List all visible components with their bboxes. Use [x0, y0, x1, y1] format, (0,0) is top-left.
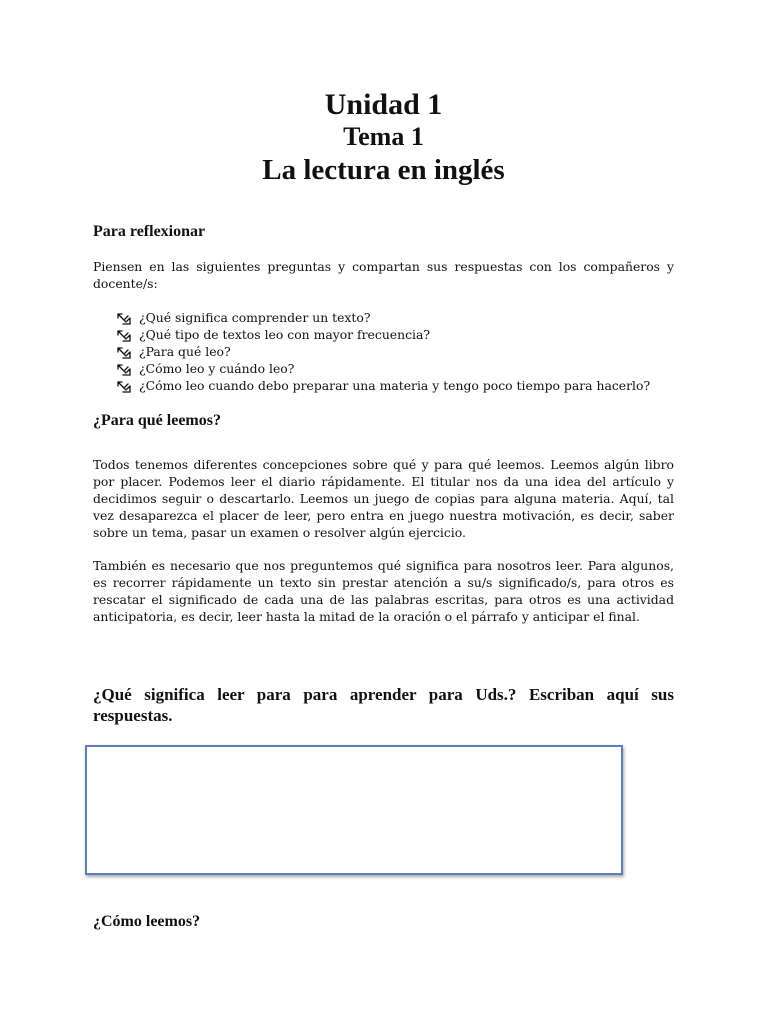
- question-list: [93, 309, 674, 394]
- question-text: ¿Qué tipo de textos leo con mayor frecuencia?: [139, 327, 431, 342]
- how-heading: ¿Cómo leemos?: [93, 913, 201, 930]
- reflect-section: [93, 222, 674, 242]
- exercise-question: ¿Qué significa leer para para aprender para Uds.? Escriban aquí sus respuestas.: [93, 685, 674, 725]
- how-section: [93, 912, 674, 932]
- question-text: ¿Cómo leo y cuándo leo?: [139, 361, 295, 376]
- pointing-hand-icon: [117, 328, 131, 342]
- list-item: [117, 326, 674, 343]
- pointing-hand-icon: [117, 362, 131, 376]
- topic-title: Tema 1: [343, 122, 424, 151]
- why-paragraph-2: También es necesario que nos preguntemos qué significa para nosotros leer. Para algunos, es recorrer rápidamente un texto sin prestar atención a su/s significado/s, para otros es rescatar el significado de cada una de las palabras escritas, para otros es una actividad anticipatoria, es decir, leer hasta la mitad de la oración o el párrafo y anticipar el final.: [93, 558, 674, 624]
- question-text: ¿Qué significa comprender un texto?: [139, 310, 371, 325]
- pointing-hand-icon: [117, 311, 131, 325]
- reflect-intro-block: [93, 258, 674, 292]
- pointing-hand-icon: [117, 345, 131, 359]
- why-paragraph-1: Todos tenemos diferentes concepciones sobre qué y para qué leemos. Leemos algún libro por placer. Podemos leer el diario rápidamente. El titular nos da una idea del artículo y decidimos seguir o descartarlo. Leemos un juego de copias para alguna materia. Aquí, tal vez desaparezca el placer de leer, pero entra en juego nuestra motivación, es decir, saber sobre un tema, pasar un examen o resolver algún ejercicio.: [93, 457, 674, 540]
- reflect-intro: Piensen en las siguientes preguntas y compartan sus respuestas con los compañeros y docente/s:: [93, 259, 674, 291]
- why-heading: ¿Para qué leemos?: [93, 412, 221, 429]
- why-paragraph-1-block: [93, 456, 674, 541]
- why-section: [93, 411, 674, 431]
- pointing-hand-icon: [117, 379, 131, 393]
- title-block: [93, 88, 674, 188]
- list-item: [117, 343, 674, 360]
- list-item: [117, 360, 674, 377]
- list-item: [117, 309, 674, 326]
- exercise-block: [93, 684, 674, 726]
- why-paragraph-2-block: [93, 557, 674, 625]
- question-list-block: [93, 309, 674, 394]
- list-item: [117, 377, 674, 394]
- question-text: ¿Para qué leo?: [139, 344, 231, 359]
- page-title: La lectura en inglés: [262, 154, 505, 186]
- reflect-heading: Para reflexionar: [93, 223, 206, 240]
- question-text: ¿Cómo leo cuando debo preparar una materia y tengo poco tiempo para hacerlo?: [139, 378, 651, 393]
- unit-title: Unidad 1: [324, 88, 443, 121]
- answer-box[interactable]: [85, 745, 623, 875]
